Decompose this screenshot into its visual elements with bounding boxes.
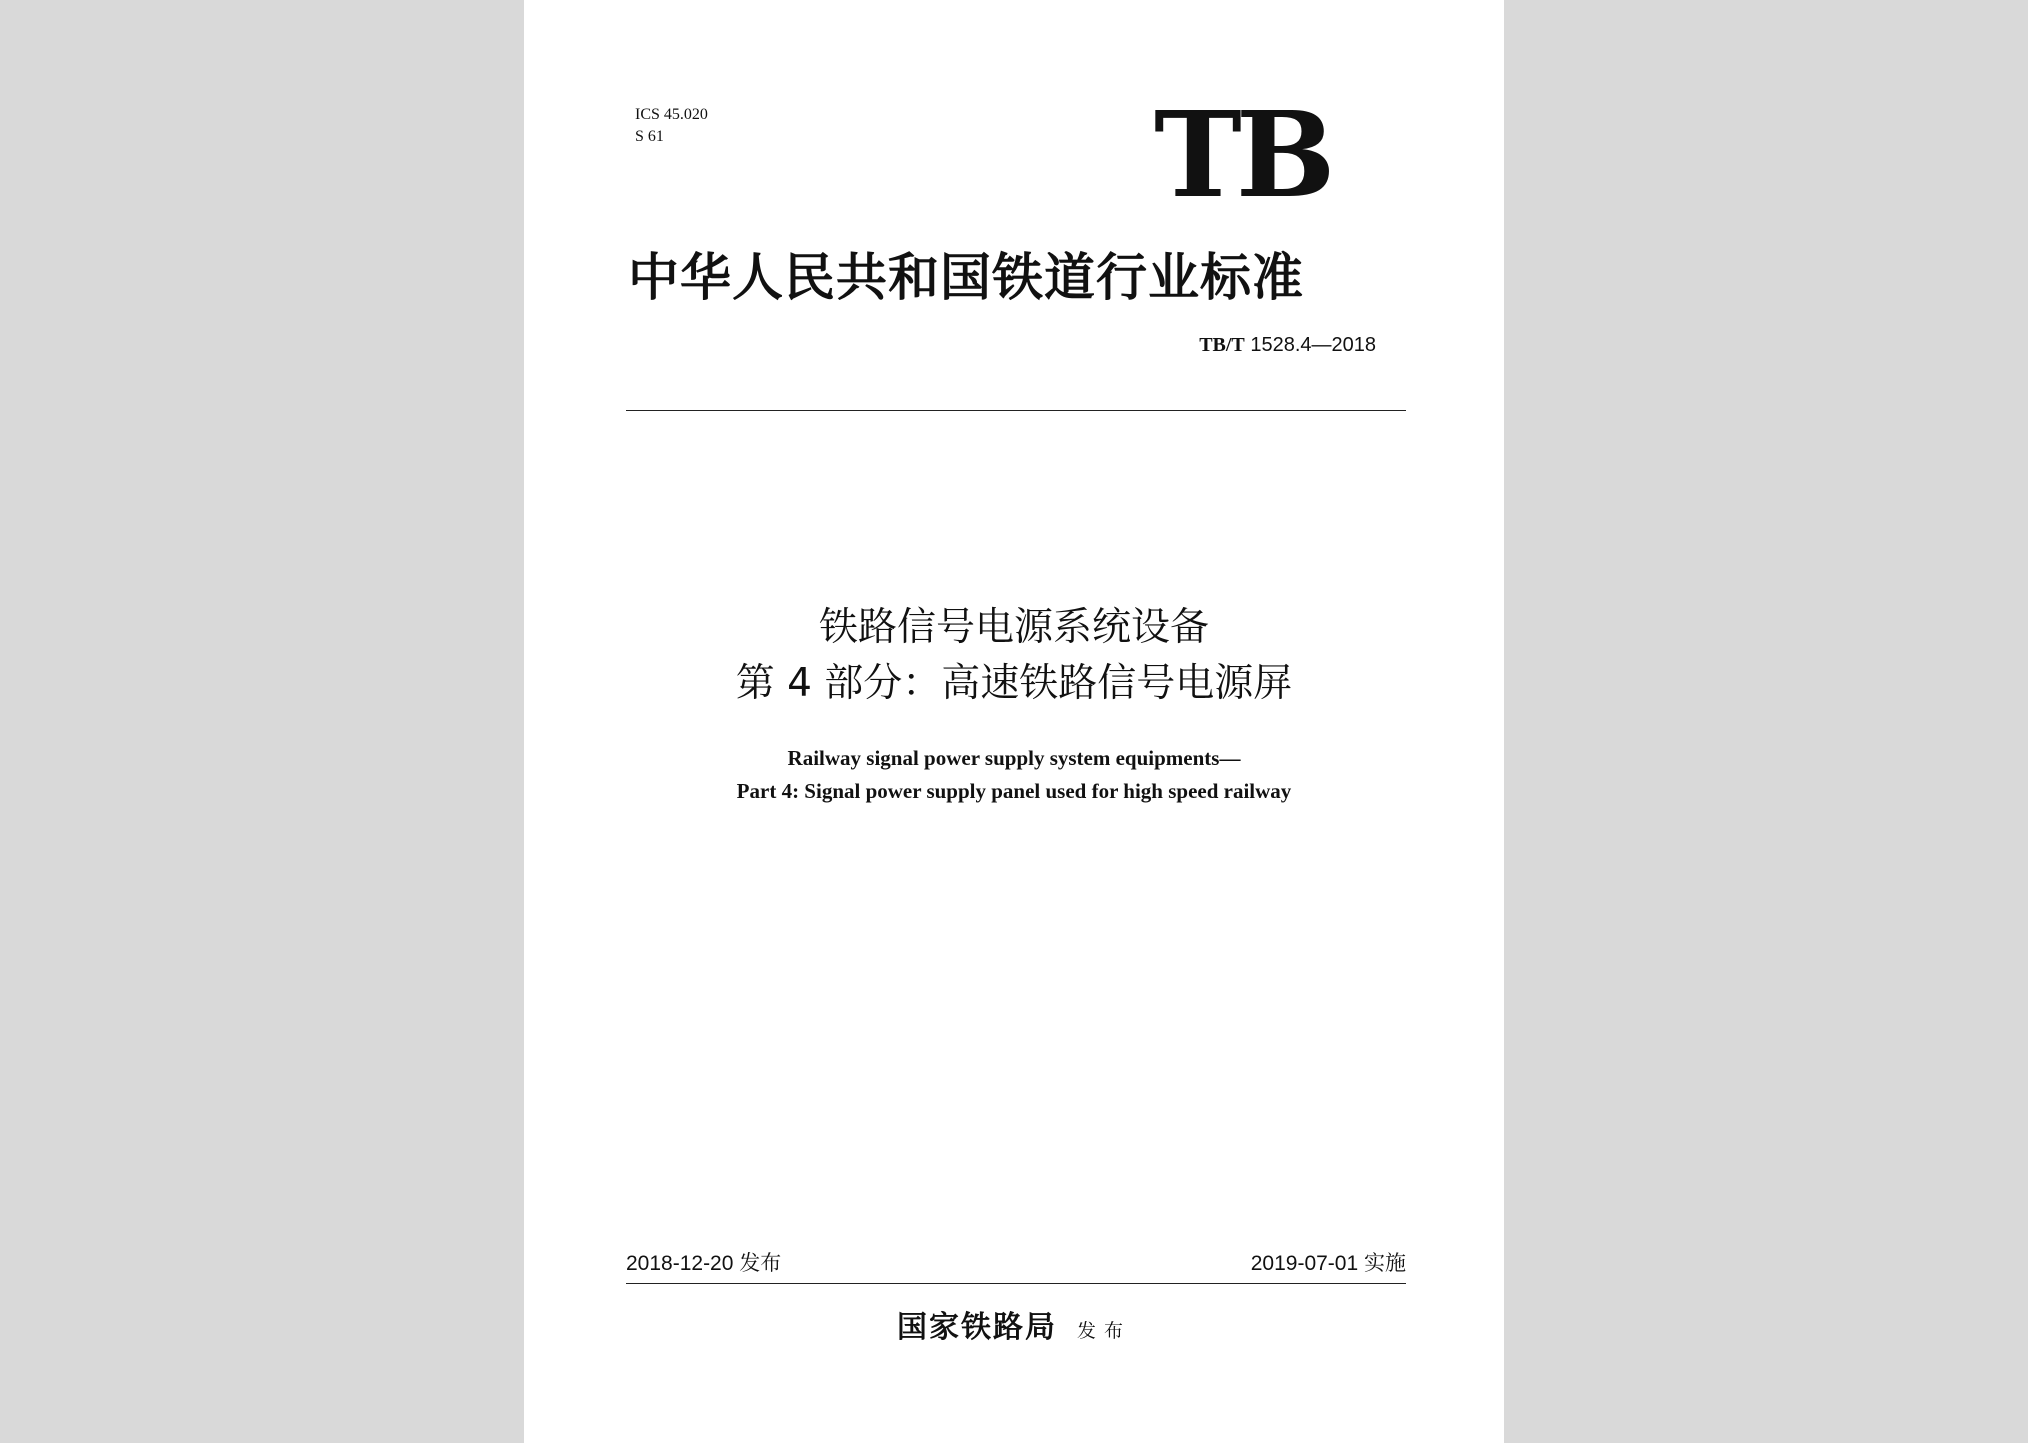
ccs-code: S 61 bbox=[635, 128, 664, 145]
standard-title: 中华人民共和国铁道行业标准 bbox=[628, 248, 1305, 308]
chinese-title-line2: 第 4 部分：高速铁路信号电源屏 bbox=[735, 661, 1293, 706]
issuer-action: 发布 bbox=[1076, 1320, 1131, 1342]
chinese-title-line1: 铁路信号电源系统设备 bbox=[818, 605, 1209, 650]
standard-number bbox=[1199, 333, 1376, 357]
english-title-line1: Railway signal power supply system equipments— bbox=[787, 746, 1241, 770]
effective-date: 2019-07-01 实施 bbox=[1250, 1252, 1406, 1275]
standard-number-value: 1528.4—2018 bbox=[1250, 334, 1376, 356]
document-page bbox=[524, 0, 1504, 1443]
top-divider bbox=[626, 410, 1406, 411]
issuer-name: 国家铁路局 bbox=[896, 1310, 1057, 1345]
ics-code: ICS 45.020 bbox=[635, 106, 708, 123]
bottom-divider bbox=[626, 1283, 1406, 1284]
english-title-line2: Part 4: Signal power supply panel used for high speed railway bbox=[736, 779, 1292, 803]
standard-number-prefix: TB/T bbox=[1199, 334, 1245, 356]
issue-date: 2018-12-20 发布 bbox=[626, 1252, 782, 1275]
issuer-line bbox=[524, 1308, 1504, 1351]
classification-codes bbox=[635, 104, 708, 148]
tb-logo: TB bbox=[1154, 85, 1330, 224]
